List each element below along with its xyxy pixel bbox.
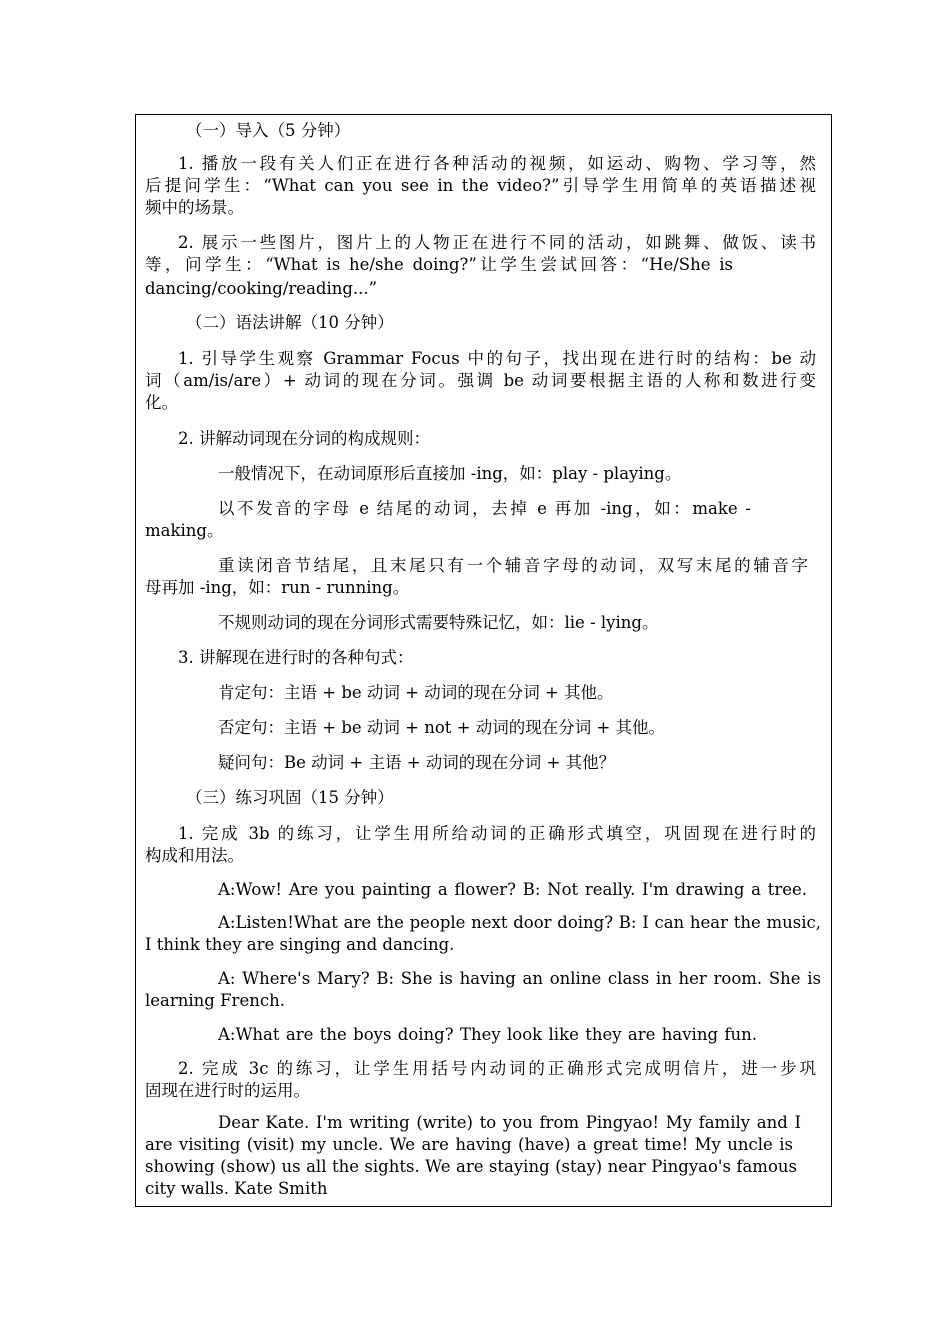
text-line: 1. 引导学生观察 Grammar Focus 中的句子，找出现在进行时的结构：be 动 (178, 349, 816, 368)
text-line: making。 (145, 521, 224, 540)
text-line: 固现在进行时的运用。 (145, 1081, 310, 1100)
dialogue-line: A:Wow! Are you painting a flower? B: Not really. I'm drawing a tree. (218, 880, 807, 899)
text-line: 词（am/is/are）+ 动词的现在分词。强调 be 动词要根据主语的人称和数进行变 (145, 371, 816, 390)
section-heading-practice: （三）练习巩固（15 分钟） (186, 788, 394, 807)
text-line: 重读闭音节结尾，且末尾只有一个辅音字母的动词，双写末尾的辅音字 (218, 556, 808, 575)
postcard-line: are visiting (visit) my uncle. We are having (have) a great time! My uncle is (145, 1135, 793, 1154)
text-line: 疑问句：Be 动词 + 主语 + 动词的现在分词 + 其他？ (218, 753, 616, 772)
dialogue-line: A: Where's Mary? B: She is having an online class in her room. She is (218, 969, 821, 988)
text-line: 频中的场景。 (145, 198, 244, 217)
section-heading-grammar: （二）语法讲解（10 分钟） (186, 313, 394, 332)
lesson-table-cell (135, 114, 832, 1207)
text-line: 母再加 -ing，如：run - running。 (145, 578, 410, 597)
text-line: 1. 完成 3b 的练习，让学生用所给动词的正确形式填空，巩固现在进行时的 (178, 824, 816, 843)
text-line: 肯定句：主语 + be 动词 + 动词的现在分词 + 其他。 (218, 683, 614, 702)
dialogue-line: A:Listen!What are the people next door doing? B: I can hear the music, (218, 913, 821, 932)
postcard-line: Dear Kate. I'm writing (write) to you from Pingyao! My family and I (218, 1113, 801, 1132)
text-line: 2. 讲解动词现在分词的构成规则： (178, 429, 430, 448)
text-line: 构成和用法。 (145, 846, 244, 865)
text-line: 1. 播放一段有关人们正在进行各种活动的视频，如运动、购物、学习等，然 (178, 154, 816, 173)
text-line: 3. 讲解现在进行时的各种句式： (178, 648, 414, 667)
text-line: 等，问学生：“What is he/she doing?”让学生尝试回答：“He/She is (145, 255, 733, 274)
text-line: dancing/cooking/reading...” (145, 279, 378, 298)
text-line: 不规则动词的现在分词形式需要特殊记忆，如：lie - lying。 (218, 613, 659, 632)
dialogue-line: learning French. (145, 991, 285, 1010)
text-line: 以不发音的字母 e 结尾的动词，去掉 e 再加 -ing，如：make - (218, 499, 751, 518)
dialogue-line: I think they are singing and dancing. (145, 935, 455, 954)
postcard-line: showing (show) us all the sights. We are staying (stay) near Pingyao's famous (145, 1157, 797, 1176)
text-line: 2. 完成 3c 的练习，让学生用括号内动词的正确形式完成明信片，进一步巩 (178, 1059, 816, 1078)
text-line: 后提问学生：“What can you see in the video?”引导学生用简单的英语描述视 (145, 176, 816, 195)
text-line: 化。 (145, 393, 178, 412)
dialogue-line: A:What are the boys doing? They look like they are having fun. (218, 1025, 757, 1044)
text-line: 2. 展示一些图片，图片上的人物正在进行不同的活动，如跳舞、做饭、读书 (178, 233, 816, 252)
text-line: 否定句：主语 + be 动词 + not + 动词的现在分词 + 其他。 (218, 718, 666, 737)
section-heading-intro: （一）导入（5 分钟） (186, 121, 351, 140)
text-line: 一般情况下，在动词原形后直接加 -ing，如：play - playing。 (218, 464, 682, 483)
postcard-line: city walls. Kate Smith (145, 1179, 328, 1198)
